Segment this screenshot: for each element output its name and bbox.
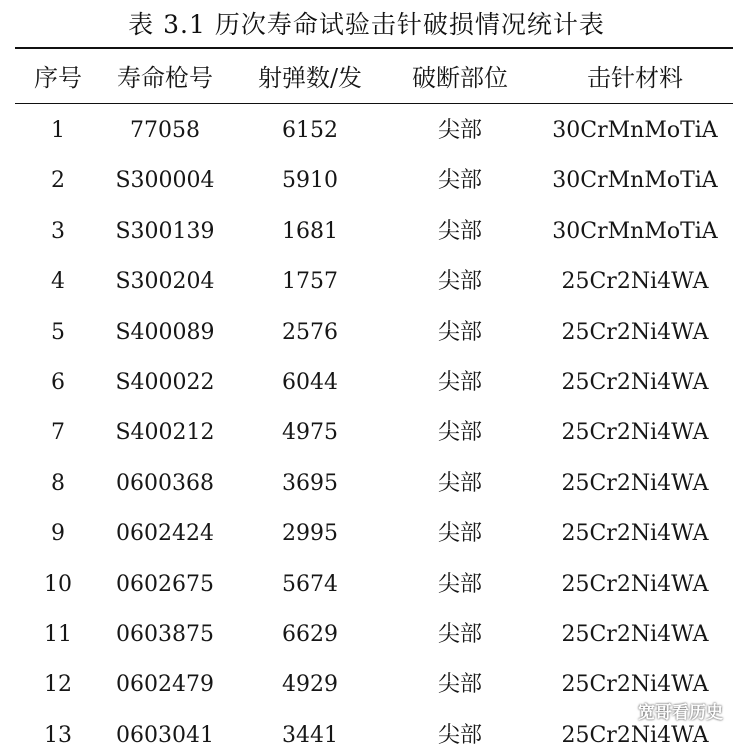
table-row bbox=[0, 363, 733, 403]
header-break-location: 破断部位 bbox=[412, 64, 508, 92]
cell-gun-number: S300004 bbox=[115, 168, 215, 194]
cell-pin-material: 25Cr2Ni4WA bbox=[561, 622, 709, 647]
watermark: 宽哥看历史 bbox=[638, 703, 723, 723]
cell-index: 3 bbox=[51, 218, 65, 244]
cell-index: 4 bbox=[51, 269, 65, 295]
table-caption: 表 3.1 历次寿命试验击针破损情况统计表 bbox=[128, 10, 605, 39]
cell-rounds-fired: 2995 bbox=[282, 521, 338, 547]
cell-index: 1 bbox=[51, 118, 65, 143]
header-rounds-fired: 射弹数/发 bbox=[257, 64, 363, 92]
cell-gun-number: S400022 bbox=[115, 370, 215, 395]
cell-index: 13 bbox=[44, 722, 72, 748]
cell-break-location: 尖部 bbox=[437, 370, 482, 395]
table-row bbox=[0, 665, 733, 705]
cell-rounds-fired: 4975 bbox=[282, 420, 338, 446]
table-header-row bbox=[0, 58, 733, 98]
cell-pin-material: 30CrMnMoTiA bbox=[552, 218, 718, 244]
table-row bbox=[0, 111, 733, 151]
cell-index: 10 bbox=[44, 571, 72, 597]
table-header-rule bbox=[15, 103, 733, 104]
cell-pin-material: 30CrMnMoTiA bbox=[552, 168, 718, 194]
cell-rounds-fired: 6152 bbox=[282, 118, 338, 143]
cell-index: 11 bbox=[44, 622, 72, 647]
cell-break-location: 尖部 bbox=[437, 571, 482, 597]
cell-break-location: 尖部 bbox=[437, 168, 482, 194]
cell-index: 5 bbox=[51, 319, 65, 345]
table-row bbox=[0, 262, 733, 302]
cell-index: 6 bbox=[51, 370, 65, 395]
table-row bbox=[0, 514, 733, 554]
table-row bbox=[0, 716, 733, 756]
cell-index: 9 bbox=[51, 521, 65, 547]
header-gun-number: 寿命枪号 bbox=[117, 64, 213, 92]
cell-rounds-fired: 4929 bbox=[282, 672, 338, 698]
table-row bbox=[0, 212, 733, 252]
cell-gun-number: S300204 bbox=[115, 269, 215, 295]
cell-rounds-fired: 5674 bbox=[282, 571, 338, 597]
cell-rounds-fired: 1681 bbox=[282, 218, 338, 244]
cell-rounds-fired: 3695 bbox=[282, 470, 338, 496]
table-row bbox=[0, 413, 733, 453]
cell-break-location: 尖部 bbox=[437, 420, 482, 446]
table-row bbox=[0, 464, 733, 504]
table-row bbox=[0, 565, 733, 605]
cell-gun-number: 0603875 bbox=[116, 622, 214, 647]
cell-gun-number: 0602479 bbox=[116, 672, 214, 698]
cell-pin-material: 25Cr2Ni4WA bbox=[561, 672, 709, 698]
cell-gun-number: S300139 bbox=[115, 218, 215, 244]
cell-rounds-fired: 1757 bbox=[282, 269, 338, 295]
cell-pin-material: 25Cr2Ni4WA bbox=[561, 269, 709, 295]
cell-break-location: 尖部 bbox=[437, 622, 482, 647]
cell-rounds-fired: 6629 bbox=[282, 622, 338, 647]
cell-break-location: 尖部 bbox=[437, 470, 482, 496]
cell-pin-material: 25Cr2Ni4WA bbox=[561, 470, 709, 496]
cell-break-location: 尖部 bbox=[437, 218, 482, 244]
cell-rounds-fired: 5910 bbox=[282, 168, 338, 194]
cell-index: 12 bbox=[44, 672, 72, 698]
cell-break-location: 尖部 bbox=[437, 672, 482, 698]
cell-pin-material: 30CrMnMoTiA bbox=[552, 118, 718, 143]
cell-break-location: 尖部 bbox=[437, 319, 482, 345]
cell-gun-number: 0602675 bbox=[116, 571, 214, 597]
cell-pin-material: 25Cr2Ni4WA bbox=[561, 571, 709, 597]
cell-gun-number: S400089 bbox=[115, 319, 215, 345]
cell-gun-number: 77058 bbox=[130, 118, 200, 143]
cell-gun-number: S400212 bbox=[115, 420, 215, 446]
cell-pin-material: 25Cr2Ni4WA bbox=[561, 722, 709, 748]
cell-pin-material: 25Cr2Ni4WA bbox=[561, 420, 709, 446]
table-top-rule bbox=[15, 47, 733, 49]
cell-break-location: 尖部 bbox=[437, 118, 482, 143]
cell-rounds-fired: 6044 bbox=[282, 370, 338, 395]
cell-gun-number: 0602424 bbox=[116, 521, 214, 547]
cell-index: 2 bbox=[51, 168, 65, 194]
cell-gun-number: 0600368 bbox=[116, 470, 214, 496]
cell-index: 8 bbox=[51, 470, 65, 496]
cell-rounds-fired: 2576 bbox=[282, 319, 338, 345]
table-row bbox=[0, 161, 733, 201]
cell-rounds-fired: 3441 bbox=[282, 722, 338, 748]
cell-index: 7 bbox=[51, 420, 65, 446]
cell-break-location: 尖部 bbox=[437, 521, 482, 547]
cell-pin-material: 25Cr2Ni4WA bbox=[561, 370, 709, 395]
cell-pin-material: 25Cr2Ni4WA bbox=[561, 521, 709, 547]
cell-pin-material: 25Cr2Ni4WA bbox=[561, 319, 709, 345]
header-index: 序号 bbox=[34, 64, 82, 92]
cell-gun-number: 0603041 bbox=[116, 722, 214, 748]
cell-break-location: 尖部 bbox=[437, 722, 482, 748]
table-row bbox=[0, 615, 733, 655]
header-pin-material: 击针材料 bbox=[587, 64, 683, 92]
cell-break-location: 尖部 bbox=[437, 269, 482, 295]
table-row bbox=[0, 313, 733, 353]
